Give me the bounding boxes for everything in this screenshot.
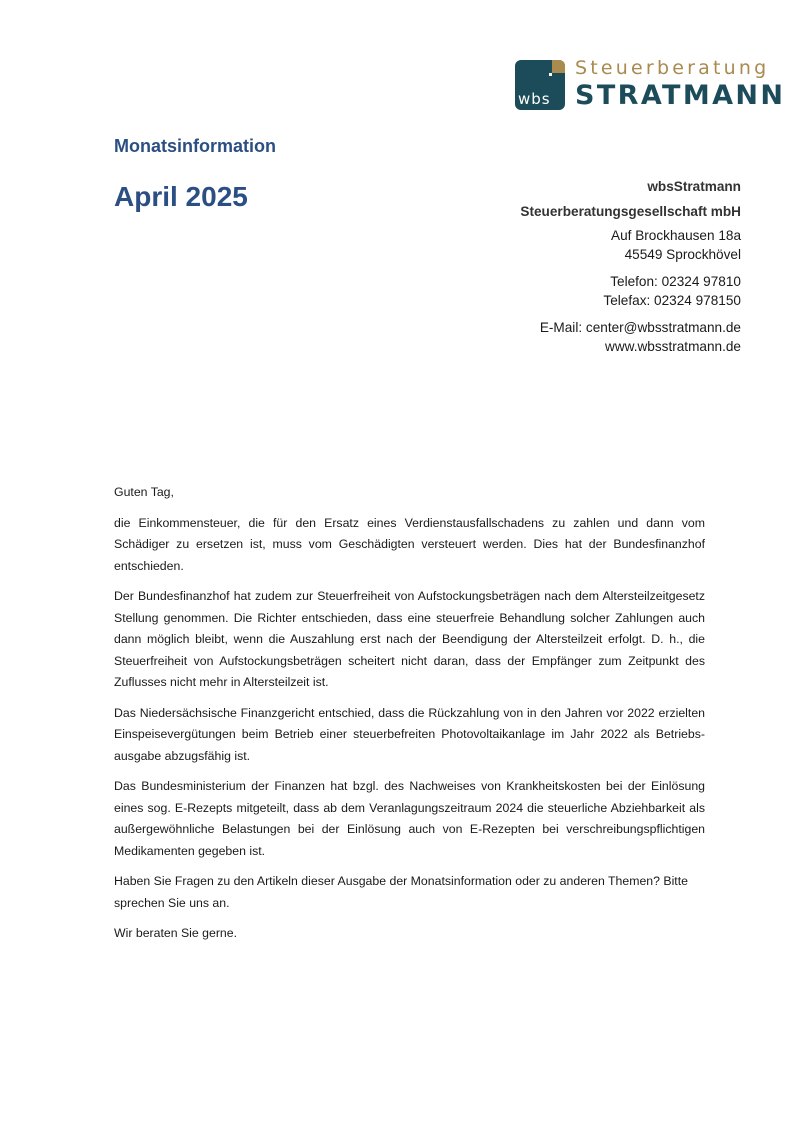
website-link[interactable]: www.wbsstratmann.de [605, 339, 741, 354]
logo-mark [515, 60, 565, 110]
greeting: Guten Tag, [114, 485, 174, 499]
paragraph-photovoltaic: Das Niedersächsische Finanzgericht entschied, dass die Rückzahlung von in den Jahren vor 2022 erzielten Einspeisevergütungen beim Betrieb einer steuerbefreiten Photovoltaikanlage im Jahr 2022 als Betriebsausgabe abzugsfähig ist. [114, 705, 705, 763]
paragraph-e-prescription: Das Bundesministerium der Finanzen hat bzgl. des Nachweises von Krankheitskosten bei der Einlösung eines sog. E-Rezepts mitgeteilt, dass ab dem Veranlagungszeitraum 2024 die steuerliche Abziehbarkeit als außergewöhnliche Belastungen bei der Einlösung auch von E-Rezepten bei verschreibungspflichtigen Medikamenten gegeben ist. [114, 779, 705, 858]
company-logo [515, 57, 786, 113]
logo-gold-square [552, 60, 565, 73]
paragraph-partial-retirement: Der Bundesfinanzhof hat zudem zur Steuerfreiheit von Aufstockungsbeträgen nach dem Altersteilzeitgesetz Stellung genommen. Die Richter entschieden, dass eine steuerfreie Behandlung solcher Zahlungen auch dann möglich bleibt, wenn die Auszahlung erst nach der Beendigung der Altersteilzeit erfolgt. D. h., die Steuerfreiheit von Aufstockungsbeträgen scheitert nicht daran, dass der Empfänger zum Zeitpunkt des Zuflusses nicht mehr in Altersteilzeit ist. [114, 589, 705, 689]
email-address[interactable]: E-Mail: center@wbsstratmann.de [539, 320, 741, 335]
logo-corner-dot [549, 73, 552, 76]
paragraph-income-tax: die Einkommensteuer, die für den Ersatz eines Verdienstausfallschadens zu zahlen und dann vom Schädiger zu ersetzen ist, muss vom Geschädigten versteuert werden. Dies hat der Bundesfinanzhof entschieden. [114, 515, 705, 573]
closing-line: Wir beraten Sie gerne. [114, 926, 238, 940]
logo-wordmark: STRATMANN [575, 80, 786, 111]
city-address: 45549 Sprockhövel [624, 247, 741, 262]
logo-tagline: Steuerberatung [575, 57, 770, 79]
logo-mark-text: wbs [518, 90, 551, 108]
fax-number: Telefax: 02324 978150 [603, 293, 741, 308]
firm-name: wbsStratmann [647, 179, 741, 194]
sender-address-block [411, 177, 741, 356]
firm-legal-name: Steuerberatungsgesellschaft mbH [520, 204, 741, 219]
phone-number: Telefon: 02324 97810 [610, 274, 741, 289]
paragraph-questions: Haben Sie Fragen zu den Artikeln dieser Ausgabe der Monatsinformation oder zu anderen Themen? Bitte sprechen Sie uns an. [114, 874, 688, 910]
document-kicker: Monatsinformation [114, 136, 276, 156]
document-title: April 2025 [114, 181, 248, 212]
letter-body [114, 482, 705, 954]
street-address: Auf Brockhausen 18a [611, 228, 741, 243]
